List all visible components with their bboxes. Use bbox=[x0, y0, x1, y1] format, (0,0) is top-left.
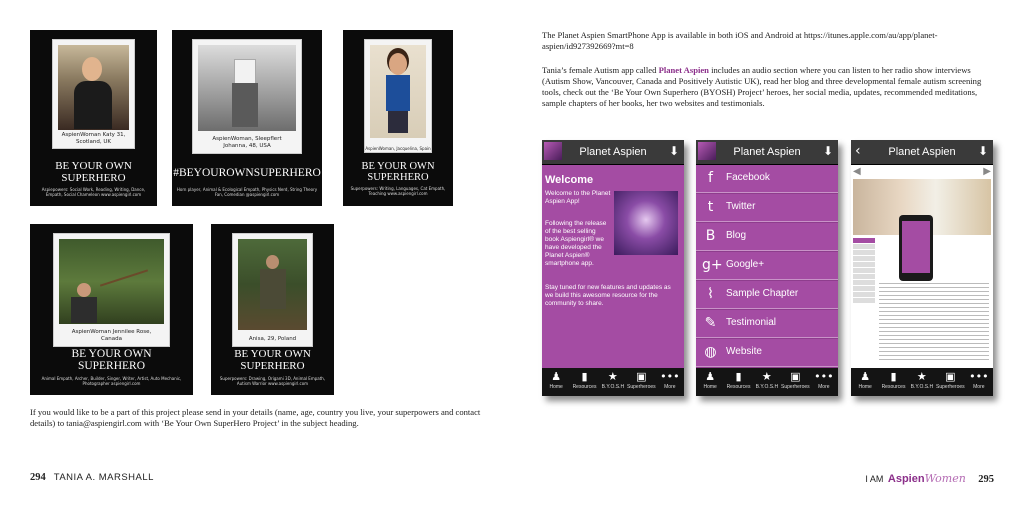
brand-main: Aspien bbox=[887, 473, 925, 485]
welcome-content bbox=[542, 165, 684, 368]
more-icon: ••• bbox=[814, 370, 834, 383]
poster-card-5 bbox=[211, 224, 334, 395]
page-number-right: 295 bbox=[978, 474, 994, 485]
app-header bbox=[851, 140, 993, 165]
star-icon: ★ bbox=[607, 370, 618, 383]
portrait-image bbox=[198, 45, 296, 131]
phone-screen-menu bbox=[696, 140, 838, 396]
welcome-art-image bbox=[614, 191, 678, 255]
tab-more[interactable]: ••• More bbox=[965, 368, 993, 396]
page-number-left: 294 bbox=[30, 472, 46, 483]
welcome-text-2: Following the release of the best selling book Aspiengirl® we have developed the Planet Aspien® smartphone app. bbox=[545, 220, 607, 267]
portrait-image bbox=[238, 239, 307, 330]
more-icon: ••• bbox=[660, 370, 680, 383]
menu-item-twitter[interactable]: t Twitter bbox=[696, 194, 838, 222]
book-icon: ▮ bbox=[735, 370, 742, 383]
poster-card-3 bbox=[343, 30, 453, 206]
poster-title-line2: SUPERHERO bbox=[367, 172, 429, 183]
tab-more[interactable]: ••• More bbox=[810, 368, 838, 396]
app-title: Planet Aspien bbox=[888, 146, 956, 158]
tab-bar bbox=[542, 368, 684, 396]
menu-item-facebook[interactable]: f Facebook bbox=[696, 165, 838, 193]
tab-superheroes[interactable]: ▣ Superheroes bbox=[627, 370, 656, 390]
left-footer bbox=[30, 472, 154, 483]
book-icon: ▮ bbox=[890, 370, 897, 383]
poster-caption: Anisa, 29, Poland bbox=[248, 336, 297, 342]
book-icon: ▮ bbox=[581, 370, 588, 383]
tab-home[interactable]: ♟ Home bbox=[542, 368, 570, 396]
facebook-icon: f bbox=[708, 170, 713, 186]
home-icon: ♟ bbox=[551, 370, 562, 383]
menu-item-sample-chapter[interactable]: ⌇ Sample Chapter bbox=[696, 281, 838, 309]
tab-bar bbox=[696, 368, 838, 396]
poster-photo bbox=[193, 40, 301, 153]
poster-caption: AspienWoman Jennilee Rose, Canada bbox=[71, 329, 152, 342]
twitter-icon: t bbox=[707, 199, 714, 215]
app-availability-paragraph: The Planet Aspien SmartPhone App is available in both iOS and Android at https://itunes.apple.com/au/app/planet-aspien/id927392669?mt=8 bbox=[542, 30, 938, 51]
author-name: TANIA A. MARSHALL bbox=[53, 472, 154, 483]
image-icon: ▣ bbox=[945, 370, 956, 383]
portrait-image bbox=[370, 45, 426, 138]
paperclip-icon: ⌇ bbox=[707, 286, 714, 302]
tab-resources[interactable]: ▮ Resources bbox=[724, 368, 752, 396]
home-icon: ♟ bbox=[860, 370, 871, 383]
download-icon[interactable]: ⬇ bbox=[668, 144, 680, 158]
poster-photo bbox=[233, 234, 312, 346]
poster-card-2 bbox=[172, 30, 322, 206]
poster-description: Animal Empath, Archer, Builder, Singer, Writer, Artist, Auto Mechanic, Photographer aspiengirl.com bbox=[41, 376, 182, 386]
portrait-image bbox=[59, 239, 164, 324]
tab-home[interactable]: ♟ Home bbox=[696, 368, 724, 396]
tab-resources[interactable]: ▮ Resources bbox=[570, 368, 598, 396]
welcome-text-1: Welcome to the Planet Aspien App! bbox=[545, 190, 611, 205]
app-header bbox=[696, 140, 838, 165]
poster-title-line1: BE YOUR OWN bbox=[55, 160, 132, 172]
site-nav-column bbox=[853, 237, 875, 337]
menu-item-website[interactable]: ◍ Website bbox=[696, 339, 838, 367]
poster-title-line2: SUPERHERO bbox=[240, 360, 305, 372]
embedded-phone-image bbox=[899, 215, 933, 281]
globe-icon: ◍ bbox=[704, 344, 717, 360]
more-icon: ••• bbox=[969, 370, 989, 383]
menu-item-blog[interactable]: B Blog bbox=[696, 223, 838, 251]
download-icon[interactable]: ⬇ bbox=[822, 144, 834, 158]
app-description-paragraph: Tania’s female Autism app called Planet Aspien includes an audio section where you can listen to her radio show interviews (Autism Show, Vancouver, Canada and Positively Autistic UK), read her blog and three developmental female autism screening tools, check out the ‘Be Your Own Superhero (BYOSH) Project’ heroes, her social media, updates, recommended meditations, sample chapters of her books, her two websites and testimonials. bbox=[542, 65, 982, 108]
testimonial-icon: ✎ bbox=[704, 315, 717, 331]
menu-item-google-plus[interactable]: g+ Google+ bbox=[696, 252, 838, 280]
poster-title-line1: #BEYOUROWNSUPERHERO bbox=[173, 167, 321, 179]
blog-icon: B bbox=[705, 228, 716, 244]
poster-description: Aspiepowers: Social Work, Reading, Writing, Dance, Empath, Social Chameleon www.aspiengirl.com bbox=[41, 187, 146, 197]
tab-superheroes[interactable]: ▣ Superheroes bbox=[781, 370, 810, 390]
site-text-block bbox=[879, 283, 989, 363]
star-icon: ★ bbox=[761, 370, 772, 383]
tab-superheroes[interactable]: ▣ Superheroes bbox=[936, 370, 965, 390]
right-footer bbox=[865, 469, 994, 487]
back-icon[interactable]: ‹ bbox=[855, 143, 861, 159]
phone-screen-welcome bbox=[542, 140, 684, 396]
poster-caption: AspienWoman, Sleepflert Johanna, 48, USA bbox=[212, 136, 282, 149]
poster-caption: AspienWoman Katy 31, Scotland, UK bbox=[61, 132, 126, 145]
poster-photo bbox=[54, 234, 169, 346]
poster-description: Superpowers: Writing, Languages, Cat Empath, Teaching www.aspiengirl.com bbox=[350, 186, 446, 196]
tab-bar bbox=[851, 368, 993, 396]
poster-card-1 bbox=[30, 30, 157, 206]
poster-title-line1: BE YOUR OWN bbox=[71, 348, 152, 360]
image-icon: ▣ bbox=[636, 370, 647, 383]
brand-prefix: I AM bbox=[865, 474, 884, 484]
download-icon[interactable]: ⬇ bbox=[977, 144, 989, 158]
app-name-highlight: Planet Aspien bbox=[658, 65, 709, 75]
arrow-right-icon[interactable]: ▶ bbox=[983, 166, 991, 177]
poster-photo bbox=[365, 40, 431, 152]
brand-script: Women bbox=[924, 472, 966, 485]
welcome-text-3: Stay tuned for new features and updates as we build this awesome resource for the community to share. bbox=[545, 284, 671, 307]
tab-byosh[interactable]: ★ B.Y.O.S.H bbox=[753, 368, 781, 396]
poster-title-line1: BE YOUR OWN bbox=[361, 161, 435, 172]
welcome-heading: Welcome bbox=[545, 174, 594, 186]
star-icon: ★ bbox=[916, 370, 927, 383]
tab-resources[interactable]: ▮ Resources bbox=[879, 368, 907, 396]
website-view bbox=[851, 165, 993, 368]
poster-photo bbox=[53, 40, 134, 148]
poster-description: Horn player, Animal & Ecological Empath, Physics Nerd, String Theory Fan, Comedian @aspiengirl.com bbox=[176, 187, 318, 197]
app-title: Planet Aspien bbox=[733, 146, 801, 158]
tab-more[interactable]: ••• More bbox=[656, 368, 684, 396]
social-menu bbox=[696, 165, 838, 368]
phone-screen-website bbox=[851, 140, 993, 396]
poster-caption: AspienWoman, Jacquelina, Spain bbox=[365, 146, 431, 151]
app-title: Planet Aspien bbox=[579, 146, 647, 158]
portrait-image bbox=[58, 45, 129, 130]
poster-title-line1: BE YOUR OWN bbox=[234, 348, 311, 360]
poster-card-4 bbox=[30, 224, 193, 395]
poster-description: Superpowers: Drawing, Origami 3D, Animal Empath, Autism Warrior www.aspiengirl.com bbox=[219, 376, 326, 386]
image-icon: ▣ bbox=[790, 370, 801, 383]
menu-item-testimonial[interactable]: ✎ Testimonial bbox=[696, 310, 838, 338]
home-icon: ♟ bbox=[705, 370, 716, 383]
arrow-left-icon[interactable]: ◀ bbox=[853, 166, 861, 177]
tab-byosh[interactable]: ★ B.Y.O.S.H bbox=[908, 368, 936, 396]
tab-home[interactable]: ♟ Home bbox=[851, 368, 879, 396]
poster-title-line2: SUPERHERO bbox=[61, 172, 126, 184]
poster-title-line2: SUPERHERO bbox=[77, 360, 146, 372]
app-header bbox=[542, 140, 684, 165]
google-plus-icon: g+ bbox=[702, 257, 723, 273]
tab-byosh[interactable]: ★ B.Y.O.S.H bbox=[599, 368, 627, 396]
project-instructions: If you would like to be a part of this project please send in your details (name, age, country you live, your superpowers and contact details) to tania@aspiengirl.com with ‘Be Your Own SuperHero Project’ in the subject heading. bbox=[30, 407, 481, 428]
